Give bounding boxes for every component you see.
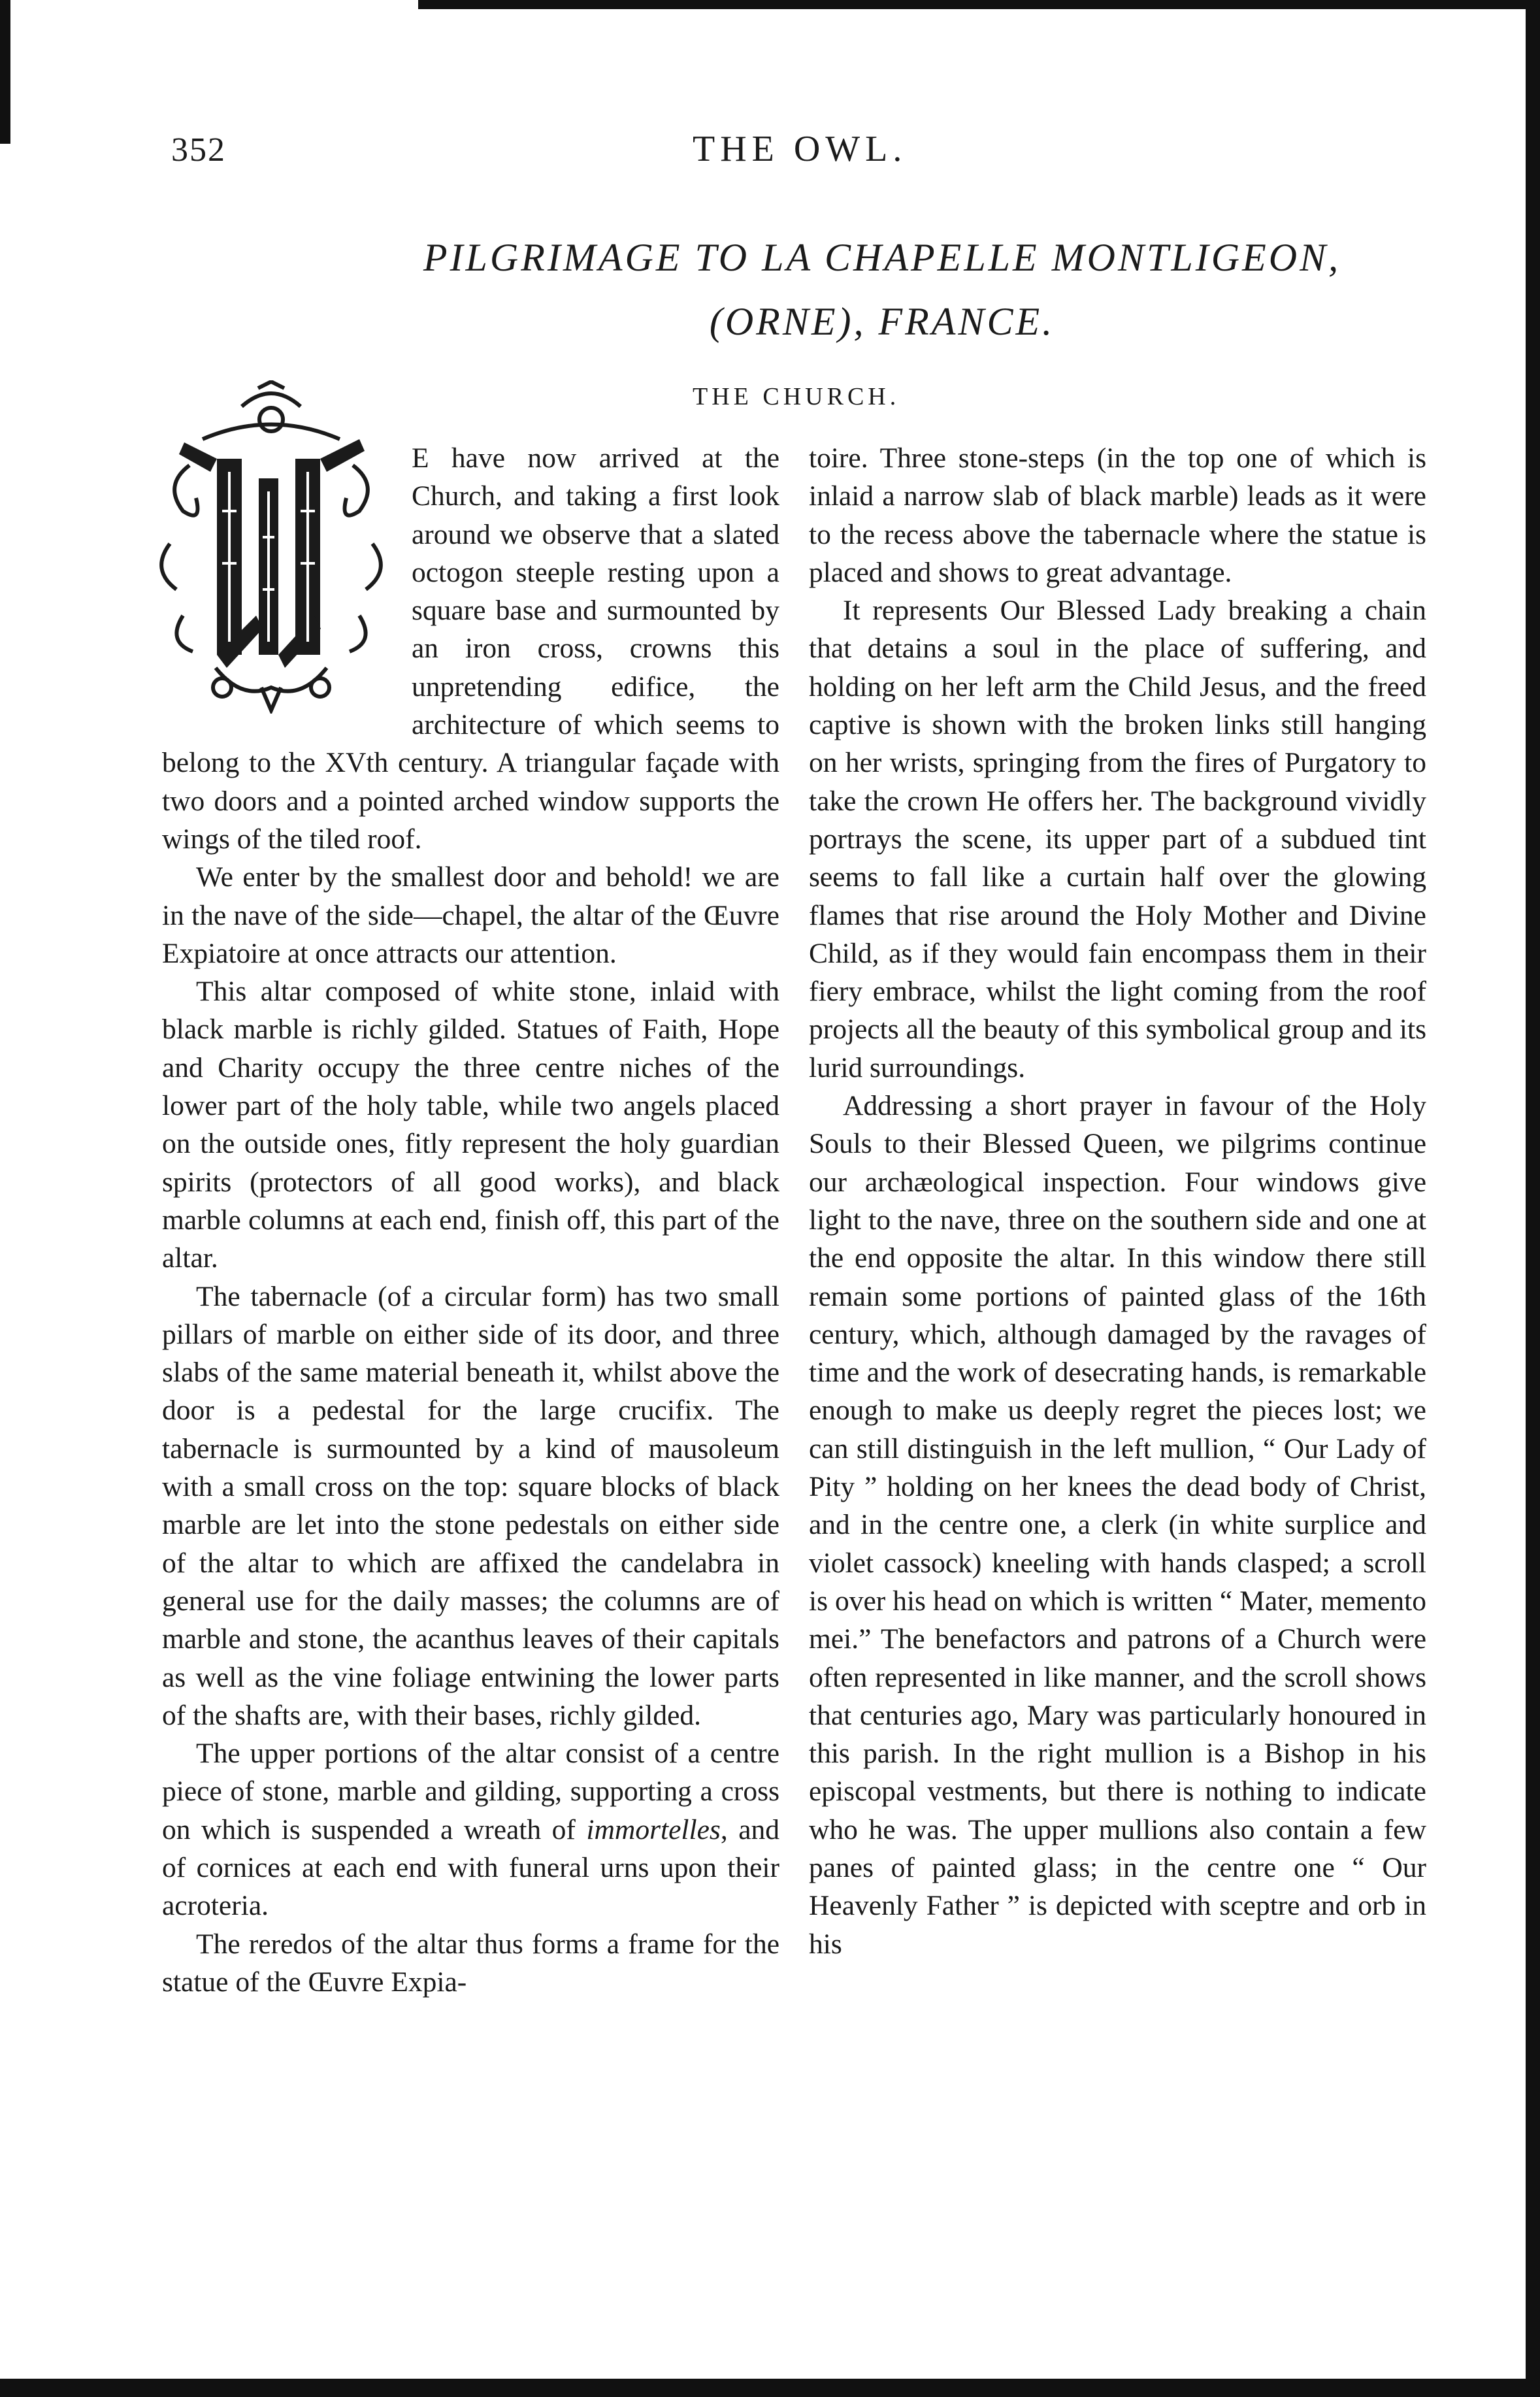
paragraph: We enter by the smallest door and behold! we are in the nave of the side—chapel, the altar of the Œuvre Expiatoire at once attracts our attention. [162,861,779,969]
running-title: THE OWL. [693,129,908,169]
scan-edge-bottom [0,2379,1540,2397]
paragraph [162,1734,779,1925]
paragraph: It represents Our Blessed Lady breaking a chain that detains a soul in the place of suffering, and holding on her left arm the Child Jesus, and the freed captive is shown with the broken links still hanging on her wrists, springing from the fires of Purgatory to take the crown He offers her. The background vividly portrays the scene, its upper part of a subdued tint seems to fall like a curtain half over the glowing flames that rise around the Holy Mother and Divine Child, as if they would fain encompass them in their fiery embrace, whilst the light coming from the roof projects all the beauty of this symbolical group and its lurid surroundings. [809,595,1426,1083]
paragraph: toire. Three stone-steps (in the top one of which is inlaid a narrow slab of black marble) leads as it were to the recess above the tabernacle where the statue is placed and shows to great advantage. [809,442,1426,588]
article-title-line-1: PILGRIMAGE TO LA CHAPELLE MONTLIGEON, [423,236,1341,279]
paragraph: The tabernacle (of a circular form) has two small pillars of marble on either side of its door, and three slabs of the same material beneath it, whilst above the door is a pedestal for the large crucifix. The tabernacle is surmounted by a kind of mausoleum with a small cross on the top: square blocks of black marble are let into the stone pedestals on either side of the altar to which are affixed the candelabra in general use for the daily masses; the columns are of marble and stone, the acanthus leaves of their capitals as well as the vine foliage entwining the lower parts of the shafts are, with their bases, richly gilded. [162,1280,779,1731]
paragraph: This altar composed of white stone, inlaid with black marble is richly gilded. Statues of Faith, Hope and Charity occupy the three centre niches of the lower part of the holy table, while two angels placed on the outside ones, fitly represent the holy guardian spirits (protectors of all good works), and black marble columns at each end, finish off, this part of the altar. [162,976,779,1274]
scan-edge-top [418,0,1540,9]
article-title-line-2: (ORNE), FRANCE. [709,300,1055,343]
scan-edge-right [1526,0,1540,2397]
paragraph-text: The upper portions of the altar consist of a centre piece of stone, marble and gilding, supporting a cross on which is suspended a wreath of [162,1738,779,1845]
italic-term: immortelles [586,1813,721,1845]
page-number: 352 [171,131,226,169]
paragraph: E have now arrived at the Church, and taking a first look around we observe that a slated octogon steeple resting upon a square base and surmounted by an iron cross, crowns this unpretending edifice, the architecture of which seems to belong to the XVth century. A triangular façade with two doors and a pointed arched window supports the wings of the tiled roof. [162,442,779,855]
article-title [353,225,1411,354]
ornamental-drop-cap-icon [144,380,399,714]
paragraph: The reredos of the altar thus forms a frame for the statue of the Œuvre Expia- [162,1928,779,1998]
right-column [809,439,1426,1963]
section-heading: THE CHURCH. [693,383,900,410]
drop-cap-ornament [144,380,399,714]
paragraph-text: , and of cornices at each end with funeral urns upon their acroteria. [162,1813,780,1922]
paragraph: Addressing a short prayer in favour of the Holy Souls to their Blessed Queen, we pilgrims continue our archæological inspection. Four windows give light to the nave, three on the southern side and one at the end opposite the altar. In this window there still remain some portions of painted glass of the 16th century, which, although damaged by the ravages of time and the work of desecrating hands, is remarkable enough to make us deeply regret the pieces lost; we can still distinguish in the left mullion, “ Our Lady of Pity ” holding on her knees the dead body of Christ, and in the centre one, a clerk (in white surplice and violet cassock) kneeling with hands clasped; a scroll is over his head on which is written “ Mater, memento mei.” The benefactors and patrons of a Church were often represented in like manner, and the scroll shows that centuries ago, Mary was particularly honoured in this parish. In the right mullion is a Bishop in his episcopal vestments, but there is nothing to indicate who he was. The upper mullions also contain a few panes of painted glass; in the centre one “ Our Heavenly Father ” is depicted with sceptre and orb in his [809,1090,1426,1960]
left-column [162,439,779,2001]
scan-edge-left [0,0,10,144]
